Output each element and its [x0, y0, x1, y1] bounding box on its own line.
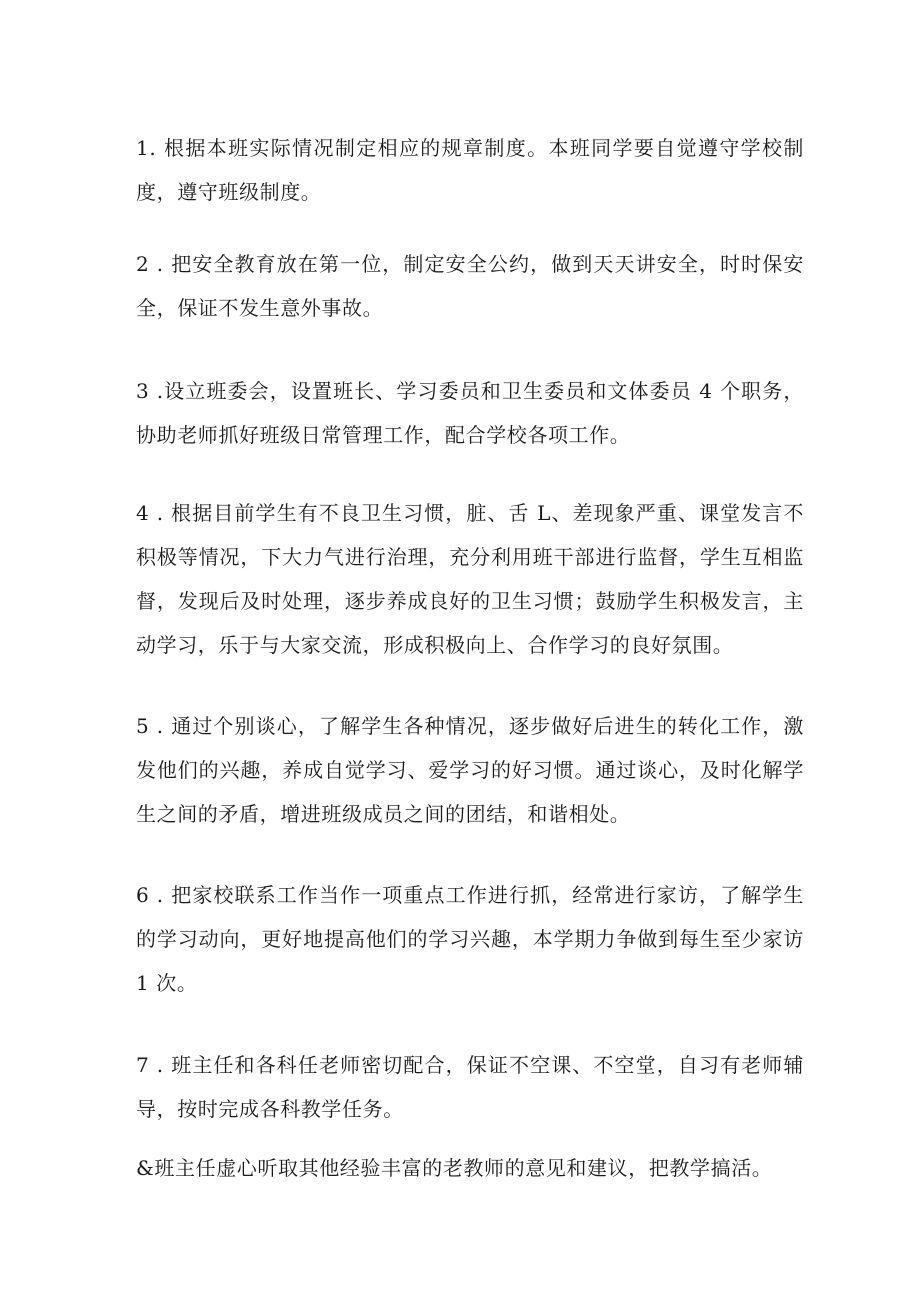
paragraph-3: 3 .设立班委会，设置班长、学习委员和卫生委员和文体委员 4 个职务，协助老师抓好班级日常管理工作，配合学校各项工作。: [136, 379, 804, 447]
paragraph-8: &班主任虚心听取其他经验丰富的老教师的意见和建议，把教学搞活。: [136, 1156, 773, 1180]
paragraph-7: 7 . 班主任和各科任老师密切配合，保证不空课、不空堂，自习有老师辅导，按时完成各科教学任务。: [136, 1053, 804, 1121]
paragraph-5: 5 . 通过个别谈心，了解学生各种情况，逐步做好后进生的转化工作，激发他们的兴趣，养成自觉学习、爱学习的好习惯。通过谈心，及时化解学生之间的矛盾，增进班级成员之间的团结，和谐相处。: [136, 714, 804, 826]
paragraph-6: 6 . 把家校联系工作当作一项重点工作进行抓，经常进行家访，了解学生的学习动向，更好地提高他们的学习兴趣，本学期力争做到每生至少家访 1 次。: [136, 883, 804, 995]
paragraph-1: 1. 根据本班实际情况制定相应的规章制度。本班同学要自觉遵守学校制度，遵守班级制度。: [136, 136, 804, 204]
paragraph-4: 4 . 根据目前学生有不良卫生习惯，脏、舌 L、差现象严重、课堂发言不积极等情况，下大力气进行治理，充分利用班干部进行监督，学生互相监督，发现后及时处理，逐步养成良好的卫生习惯；鼓励学生积极发言，主动学习，乐于与大家交流，形成积极向上、合作学习的良好氛围。: [136, 501, 804, 657]
paragraph-2: 2 . 把安全教育放在第一位，制定安全公约，做到天天讲安全，时时保安全，保证不发生意外事故。: [136, 252, 804, 320]
